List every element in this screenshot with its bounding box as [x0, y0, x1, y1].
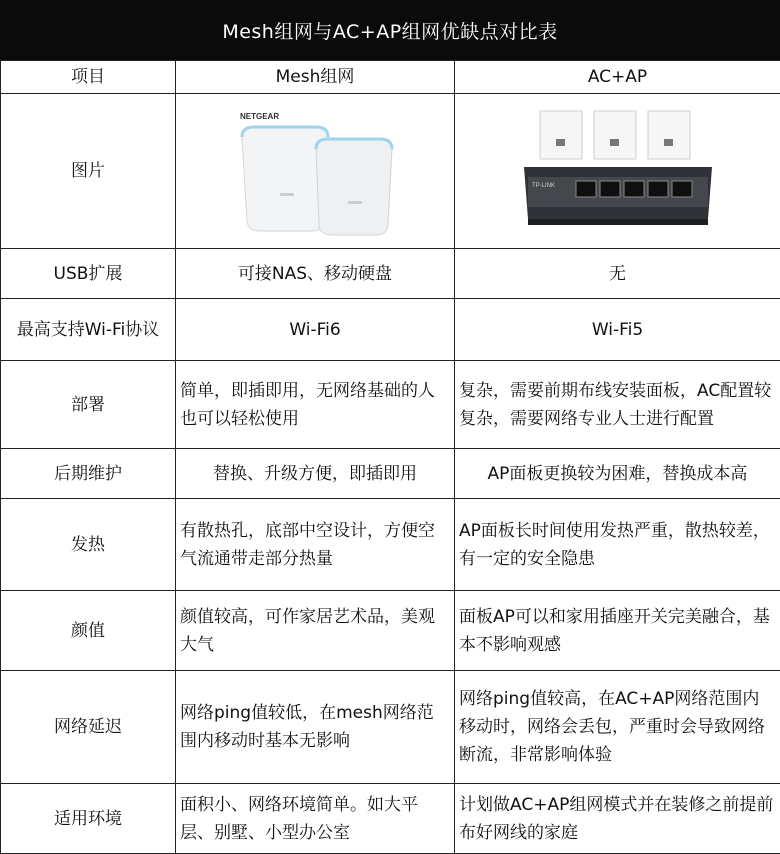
mesh-router-image [176, 94, 455, 249]
header-acap: AC+AP [455, 61, 780, 94]
row-label: USB扩展 [1, 249, 176, 299]
mesh-cell: 网络ping值较低，在mesh网络范围内移动时基本无影响 [176, 671, 455, 784]
row-label: 图片 [1, 94, 176, 249]
row-label: 网络延迟 [1, 671, 176, 784]
acap-cell: 无 [455, 249, 780, 299]
row-label: 颜值 [1, 591, 176, 671]
table-row [1, 249, 780, 299]
row-label: 适用环境 [1, 784, 176, 854]
table-row-image [1, 94, 780, 249]
table-row [1, 499, 780, 591]
acap-cell: Wi-Fi5 [455, 299, 780, 361]
acap-cell: AP面板长时间使用发热严重，散热较差，有一定的安全隐患 [455, 499, 780, 591]
mesh-cell: 可接NAS、移动硬盘 [176, 249, 455, 299]
acap-image [455, 94, 780, 249]
tplink-logo: TP-LINK [532, 183, 555, 189]
acap-cell: 面板AP可以和家用插座开关完美融合，基本不影响观感 [455, 591, 780, 671]
table-title: Mesh组网与AC+AP组网优缺点对比表 [0, 0, 780, 60]
acap-cell: 计划做AC+AP组网模式并在装修之前提前布好网线的家庭 [455, 784, 780, 854]
mesh-cell: 替换、升级方便，即插即用 [176, 449, 455, 499]
acap-switch-illustration [518, 101, 718, 241]
row-label: 后期维护 [1, 449, 176, 499]
mesh-cell: 颜值较高，可作家居艺术品，美观大气 [176, 591, 455, 671]
acap-cell: 网络ping值较高，在AC+AP网络范围内移动时，网络会丢包，严重时会导致网络断流，非常影响体验 [455, 671, 780, 784]
table-row [1, 784, 780, 854]
mesh-cell: 面积小、网络环境简单。如大平层、别墅、小型办公室 [176, 784, 455, 854]
header-item: 项目 [1, 61, 176, 94]
table-row [1, 671, 780, 784]
table-row [1, 449, 780, 499]
comparison-table [0, 60, 780, 854]
table-row [1, 361, 780, 449]
row-label: 发热 [1, 499, 176, 591]
row-label: 部署 [1, 361, 176, 449]
netgear-logo: NETGEAR [240, 112, 279, 121]
mesh-cell: 有散热孔，底部中空设计，方便空气流通带走部分热量 [176, 499, 455, 591]
table-row [1, 591, 780, 671]
row-label: 最高支持Wi-Fi协议 [1, 299, 176, 361]
header-mesh: Mesh组网 [176, 61, 455, 94]
table-row [1, 299, 780, 361]
mesh-cell: Wi-Fi6 [176, 299, 455, 361]
acap-cell: 复杂，需要前期布线安装面板，AC配置较复杂，需要网络专业人士进行配置 [455, 361, 780, 449]
header-row [1, 61, 780, 94]
acap-cell: AP面板更换较为困难，替换成本高 [455, 449, 780, 499]
mesh-router-illustration [220, 101, 410, 241]
mesh-cell: 简单，即插即用，无网络基础的人也可以轻松使用 [176, 361, 455, 449]
